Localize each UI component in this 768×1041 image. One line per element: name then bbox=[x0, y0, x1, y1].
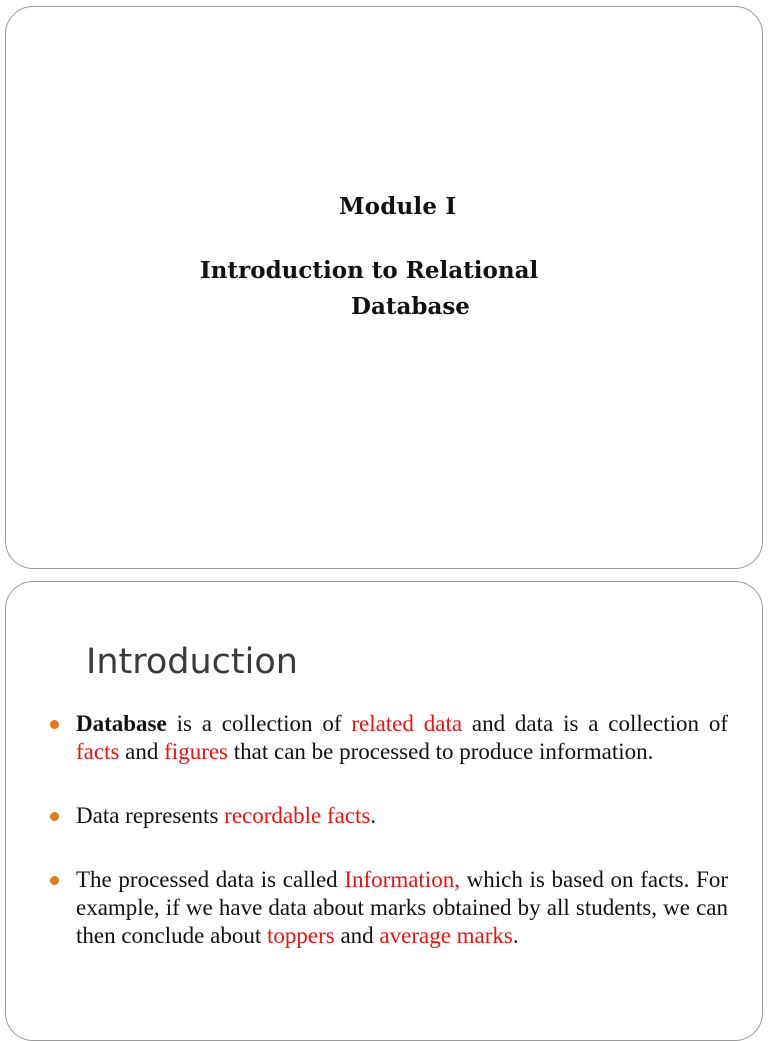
highlight: Information, bbox=[344, 867, 460, 892]
slide-heading: Introduction bbox=[86, 642, 298, 682]
highlight: facts bbox=[76, 739, 120, 764]
text: that can be processed to produce information. bbox=[228, 739, 654, 764]
bullet-list bbox=[46, 710, 728, 986]
text: and data is a collection of bbox=[462, 711, 728, 736]
text: and bbox=[334, 923, 380, 948]
highlight: recordable facts bbox=[224, 803, 371, 828]
text: . bbox=[370, 803, 377, 828]
introduction-slide bbox=[5, 581, 763, 1041]
highlight: figures bbox=[164, 739, 229, 764]
highlight: related data bbox=[351, 711, 463, 736]
bullet-item bbox=[46, 710, 728, 766]
slide-title-line-1: Introduction to Relational bbox=[200, 257, 539, 284]
bullet-item bbox=[46, 802, 728, 830]
text: which is based on facts. For example, if we have data about marks obtained by all students, we can then conclude about bbox=[76, 867, 728, 948]
highlight: toppers bbox=[266, 923, 335, 948]
text: is a collection of bbox=[166, 711, 352, 736]
bullet-dot-icon bbox=[50, 876, 59, 885]
text: and bbox=[119, 739, 165, 764]
bullet-item bbox=[46, 866, 728, 950]
slide-title-line-2: Database bbox=[351, 293, 470, 320]
bullet-dot-icon bbox=[50, 812, 59, 821]
title-slide bbox=[5, 6, 763, 569]
text: The processed data is called bbox=[76, 867, 345, 892]
text: Data represents bbox=[76, 803, 225, 828]
module-title: Module I bbox=[339, 193, 457, 220]
term: Database bbox=[76, 711, 167, 736]
text: . bbox=[512, 923, 519, 948]
bullet-dot-icon bbox=[50, 720, 59, 729]
highlight: average marks bbox=[379, 923, 513, 948]
